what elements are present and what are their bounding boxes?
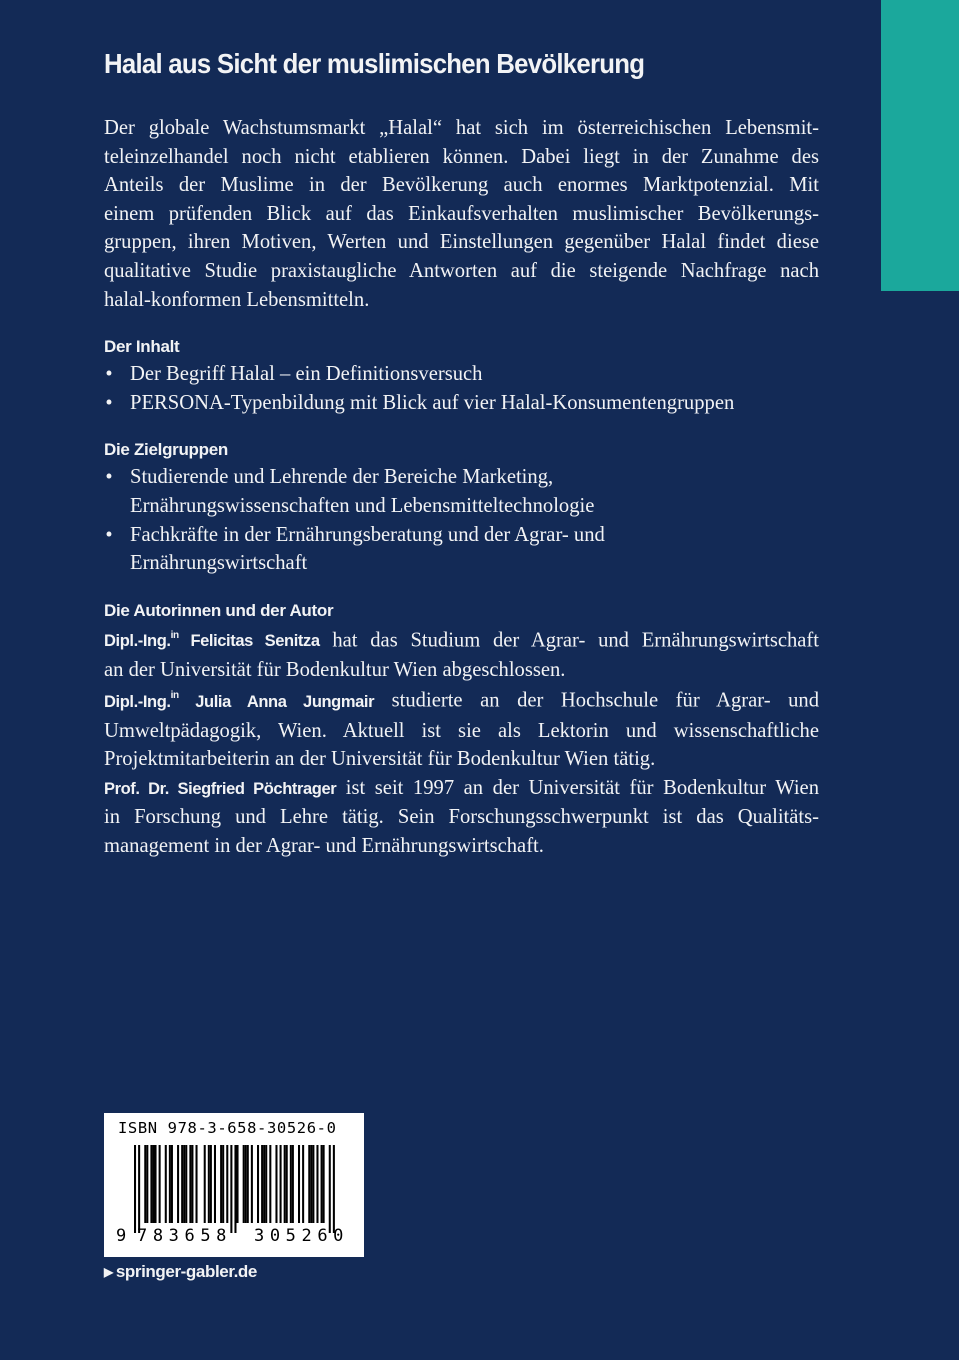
section-heading-zielgruppen: Die Zielgruppen [104,440,228,460]
bullet-icon: • [105,391,113,414]
list-item [104,463,819,520]
intro-line: einem prüfenden Blick auf das Einkaufsverhalten muslimischer Bevölkerungs- [104,202,819,225]
section-heading-autoren: Die Autorinnen und der Autor [104,600,334,620]
list-item [104,389,819,418]
intro-paragraph [104,114,819,314]
inhalt-list [104,360,819,417]
section-inhalt [104,334,819,417]
list-item-line: Der Begriff Halal – ein Definitionsversuch [130,363,483,386]
zielgruppen-list [104,463,819,577]
isbn-label: ISBN 978-3-658-30526-0 [118,1119,337,1137]
intro-line: Anteils der Muslime in der Bevölkerung auch enormes Marktpotenzial. Mit [104,174,819,197]
intro-line: gruppen, ihren Motiven, Werten und Einstellungen gegenüber Halal findet diese [104,231,819,254]
list-item-line: Ernährungswissenschaften und Lebensmitteltechnologie [130,494,595,517]
ean-left-group: 783658 [137,1226,233,1246]
author-2-line-2: Umweltpädagogik, Wien. Aktuell ist sie als Lektorin und wissenschaftliche [104,719,819,742]
triangle-right-icon: ▶ [104,1265,113,1279]
intro-line: Der globale Wachstumsmarkt „Halal“ hat sich im österreichischen Lebensmit- [104,117,819,139]
book-title: Halal aus Sicht der muslimischen Bevölkerung [104,48,645,79]
list-item [104,521,819,578]
list-item-line: PERSONA-Typenbildung mit Blick auf vier Halal-Konsumentengruppen [130,391,735,414]
list-item [104,360,819,389]
intro-line: teleinzelhandel noch nicht etablieren können. Dabei liegt in der Zunahme des [104,145,819,168]
author-2-line-1: Dipl.-Ing.$^{in}$ Julia Anna Jungmair studierte an der Hochschule für Agrar- und [104,689,819,712]
author-1-line-2: an der Universität für Bodenkultur Wien abgeschlossen. [104,658,566,681]
list-item-line: Fachkräfte in der Ernährungsberatung und der Agrar- und [130,523,605,546]
publisher-website [104,1262,257,1282]
list-item-line: Studierende und Lehrende der Bereiche Marketing, [130,466,554,489]
ean-right-group: 305260 [254,1226,350,1246]
list-item-line: Ernährungswirtschaft [130,552,308,575]
section-autoren [104,598,819,861]
section-heading-inhalt: Der Inhalt [104,337,180,357]
intro-line: halal-konformen Lebensmitteln. [104,288,370,311]
author-3-line-3: management in der Agrar- und Ernährungswirtschaft. [104,834,544,857]
back-cover-text [104,44,819,860]
isbn-barcode [104,1113,364,1257]
author-1-name: Dipl.-Ing.$^{in}$ Felicitas Senitza [104,629,320,651]
ean-digits [104,1226,364,1250]
section-zielgruppen [104,437,819,577]
bullet-icon: • [105,466,113,489]
intro-line: qualitative Studie praxistaugliche Antworten auf die steigende Nachfrage nach [104,259,819,282]
bullet-icon: • [105,363,113,386]
author-1-line-1: Dipl.-Ing.$^{in}$ Felicitas Senitza hat das Studium der Agrar- und Ernährungswirtschaft [104,629,819,652]
bullet-icon: • [105,523,113,546]
website-link[interactable]: springer-gabler.de [115,1262,257,1281]
author-2-line-3: Projektmitarbeiterin an der Universität für Bodenkultur Wien tätig. [104,748,656,771]
author-3-line-2: in Forschung und Lehre tätig. Sein Forschungsschwerpunkt ist das Qualitäts- [104,806,819,829]
ean-first-digit: 9 [116,1226,127,1246]
author-3-name: Prof. Dr. Siegfried Pöchtrager [104,779,337,798]
author-3-line-1: Prof. Dr. Siegfried Pöchtrager ist seit 1997 an der Universität für Bodenkultur Wien [104,776,819,799]
accent-color-bar [881,0,959,291]
author-2-name: Dipl.-Ing.$^{in}$ Julia Anna Jungmair [104,690,375,711]
